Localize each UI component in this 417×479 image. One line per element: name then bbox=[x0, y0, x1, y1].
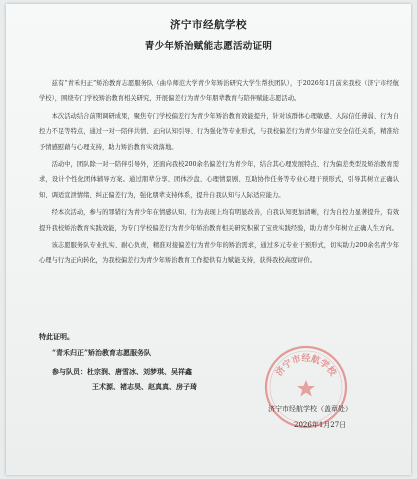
members-label: 参与队员： bbox=[52, 367, 87, 376]
official-seal-icon bbox=[261, 342, 351, 432]
paragraph-5: 该志愿服务队专业扎实、耐心负责，精准对接偏差行为青少年的矫治需求，通过多元专业干预形式，切实助力200余名青少年心理与行为正向转化，为我校偏差行为青少年矫治教育工作提供有力赋能支持，获得我校高度评价。 bbox=[39, 242, 399, 265]
paragraph-3: 活动中，团队除一对一陪伴引导外，还面向我校200余名偏差行为青少年，结合其心理发展特点、行为偏差类型及矫治教育需求，设计个性化团体辅导方案。通过朋辈分享、团体沙盘、心理情景剧、互助协作任务等专业心理干预形式，引导其树立正确认知、调适宣泄情绪、纠正偏差行为，强化朋辈支持体系，提升自我认知与人际适应能力。 bbox=[39, 161, 399, 199]
members-row-1: 杜宗润、唐雪冰、刘梦琪、吴祥鑫 bbox=[87, 367, 192, 376]
paragraph-4: 经本次活动，参与的罪错行为青少年在情感认知、行为表现上均有明显改善，自我认知更加清晰，行为自控力显著提升，有效提升我校矫治教育实践效能，为专门学校偏差行为青少年矫治教育相关研究积累了宝贵实践经验，助力青少年树立正确人生方向。 bbox=[39, 209, 399, 232]
certificate-subtitle: 青少年矫治赋能志愿活动证明 bbox=[144, 41, 273, 52]
certificate-page bbox=[6, 4, 411, 475]
school-name-title: 济宁市经航学校 bbox=[170, 19, 247, 31]
paragraph-2: 本次活动结合前期调研成果，聚焦专门学校偏差行为青少年矫治教育效能提升，针对该群体心理敏感、人际信任薄弱、行为自控力不足等特点，通过一对一陪伴共情、正向认知引导、行为强化等专业形式，与我校偏差行为青少年建立安全信任关系，精准给予情感慰藉与心理支持，助力矫治教育实效落地。 bbox=[39, 112, 399, 151]
issue-date: 2026年1月27日 bbox=[294, 421, 347, 429]
closing-statement: 特此证明。 bbox=[39, 332, 74, 341]
member-list bbox=[52, 364, 197, 394]
signature-line: 济宁市经航学校（盖章处） bbox=[268, 405, 352, 413]
team-name: “青禾归正”矫治教育志愿服务队 bbox=[52, 348, 152, 357]
members-row-2: 王术源、褚志昊、赵真真、房子琦 bbox=[92, 382, 197, 391]
svg-text:济宁市经航学校: 济宁市经航学校 bbox=[274, 354, 338, 379]
paragraph-1: 兹有“青禾归正”矫治教育志愿服务队（曲阜师范大学青少年矫治研究大学生帮扶团队），于2026年1月前来我校（济宁市经航学校），围绕专门学校矫治教育相关研究，开展偏差行为青少年朋辈教育与陪伴赋能志愿活动。 bbox=[39, 80, 399, 103]
certificate-body bbox=[39, 76, 399, 269]
